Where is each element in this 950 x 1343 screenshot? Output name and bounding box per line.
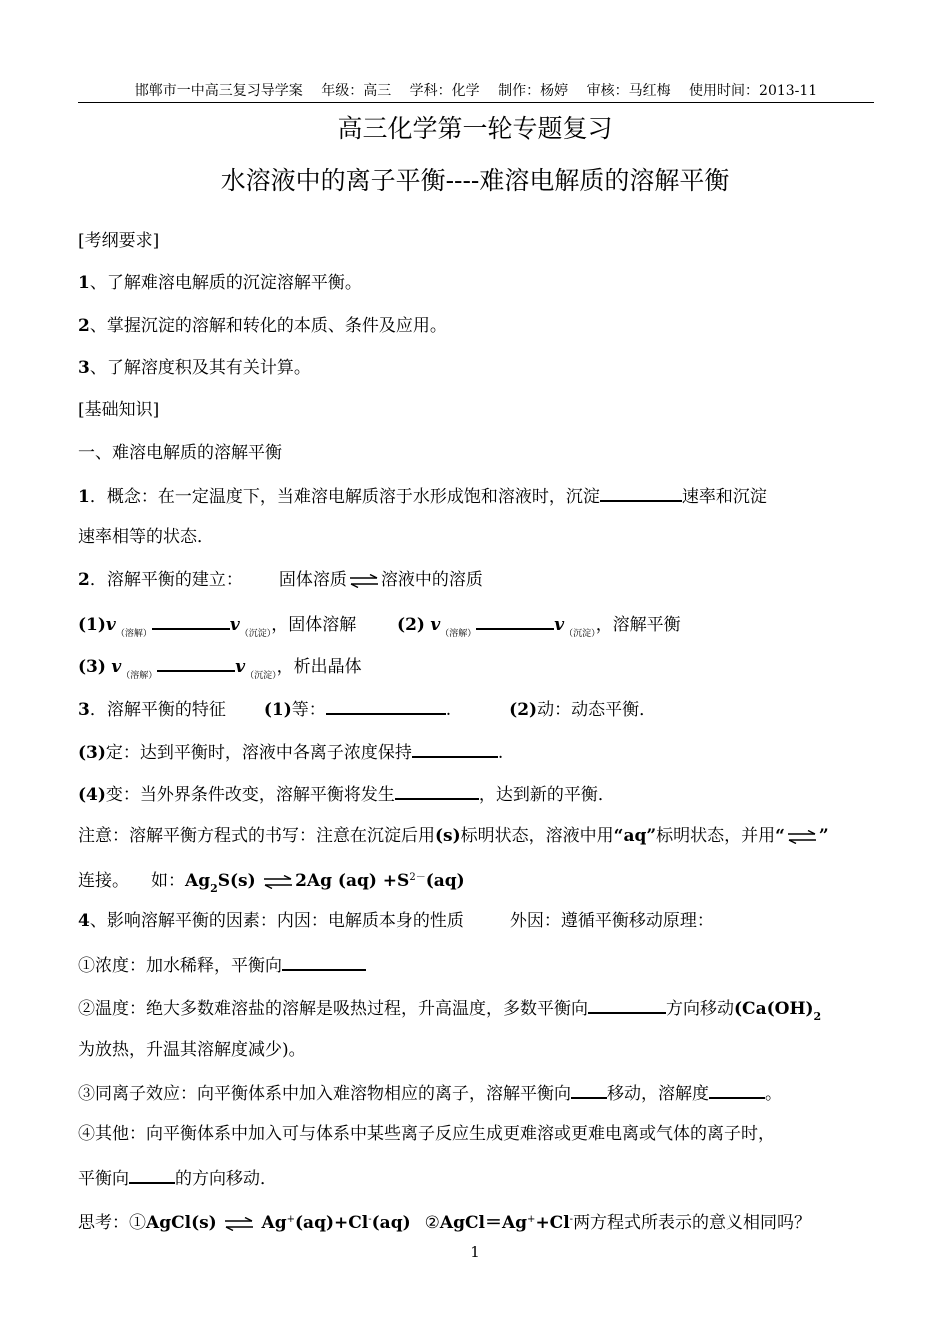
item-number: 3 (78, 358, 90, 378)
superscript: + (527, 1214, 536, 1225)
note-example-line (78, 865, 465, 902)
item-text: 、了解溶度积及其有关计算。 (89, 358, 311, 378)
factors-text: 、影响溶解平衡的因素：内因：电解质本身的性质 (89, 911, 464, 931)
answer-blank[interactable] (326, 695, 446, 715)
think-text: ② (424, 1213, 440, 1233)
subscript: 2 (210, 882, 218, 895)
case-text: 等： (291, 700, 326, 720)
superscript: + (286, 1214, 296, 1225)
quote-open: “ (775, 826, 785, 846)
punctuation: . (497, 743, 504, 763)
factor-temperature-2: 为放热，升温其溶解度减少)。 (78, 1040, 306, 1060)
concept-text-2: 速率和沉淀 (681, 487, 767, 507)
equilibrium-arrow-icon (263, 875, 293, 889)
subscript: （溶解） (115, 629, 152, 639)
formula: (Ca(OH) (734, 999, 814, 1019)
v-symbol: v (105, 615, 116, 635)
think-question (78, 1207, 811, 1236)
case-text: ，溶解平衡 (595, 615, 681, 635)
note-text: 连接。 (78, 871, 129, 891)
punctuation: 。 (765, 1084, 782, 1104)
answer-blank[interactable] (709, 1079, 765, 1099)
factor-text: 移动，溶解度 (607, 1084, 709, 1104)
equilibrium-arrow-icon (787, 830, 817, 844)
item-number: 2 (78, 570, 90, 590)
case-label: (3) (78, 743, 106, 763)
answer-blank[interactable] (588, 994, 666, 1014)
factors-text: 外因：遵循平衡移动原理： (509, 911, 714, 931)
outline-item-1 (78, 270, 362, 296)
header-author: 制作：杨婷 (498, 83, 569, 99)
subscript: （沉淀） (245, 671, 277, 681)
solid-solute: 固体溶质 (278, 570, 347, 590)
section-heading: 一、难溶电解质的溶解平衡 (78, 443, 282, 463)
v-symbol: v (554, 615, 565, 635)
answer-blank[interactable] (282, 951, 366, 971)
factor-concentration (78, 951, 366, 979)
item-number: 4 (78, 911, 90, 931)
subscript: 2 (813, 1010, 822, 1023)
header-school: 邯郸市一中高三复习导学案 (134, 83, 303, 99)
answer-blank[interactable] (157, 652, 235, 672)
state-label: (s) (435, 826, 461, 846)
solution-solute: 溶液中的溶质 (380, 570, 483, 590)
case-label: (2) (397, 615, 425, 635)
factor-text: 方向移动 (666, 999, 734, 1019)
superscript: 2－ (409, 872, 426, 883)
subscript: （沉淀） (564, 629, 596, 639)
superscript: - (569, 1214, 574, 1225)
factor-text: 平衡向 (78, 1169, 129, 1189)
equilibrium-arrow-icon (224, 1217, 254, 1231)
item-number: 2 (78, 316, 90, 336)
formula: Ag (185, 871, 211, 891)
answer-blank[interactable] (476, 610, 554, 630)
factor-temperature (78, 994, 821, 1030)
header-subject: 学科：化学 (409, 83, 480, 99)
case-text: ，固体溶解 (271, 615, 357, 635)
case-label: (4) (78, 785, 106, 805)
formula: (aq)+Cl (295, 1213, 369, 1233)
formula: S(s) (217, 871, 256, 891)
answer-blank[interactable] (571, 1079, 607, 1099)
answer-blank[interactable] (129, 1164, 175, 1184)
item-text: 、掌握沉淀的溶解和转化的本质、条件及应用。 (89, 316, 447, 336)
factor-text: ③同离子效应：向平衡体系中加入难溶物相应的离子，溶解平衡向 (78, 1084, 571, 1104)
page-header (78, 80, 874, 103)
answer-blank[interactable] (395, 780, 479, 800)
case-label: (1) (263, 700, 292, 720)
rate-line-3 (78, 652, 362, 689)
establish-line (78, 567, 483, 593)
page-number: 1 (470, 1243, 480, 1261)
outline-item-2 (78, 313, 447, 339)
note-text: 标明状态，并用 (656, 826, 776, 846)
factor-common-ion (78, 1079, 782, 1107)
concept-line-2: 速率相等的状态． (78, 527, 214, 547)
answer-blank[interactable] (152, 610, 230, 630)
case-label: (1) (78, 615, 106, 635)
factor-other: ④其他：向平衡体系中加入可与体系中某些离子反应生成更难溶或更难电离或气体的离子时， (78, 1124, 775, 1144)
formula: Ag (261, 1213, 287, 1233)
factor-other-2 (78, 1164, 277, 1192)
case-label: (3) (78, 657, 106, 677)
header-reviewer: 审核：马红梅 (586, 83, 671, 99)
features-line (78, 695, 656, 723)
concept-line (78, 482, 767, 510)
formula: (aq) (371, 1213, 411, 1233)
factor-text: ①浓度：加水稀释，平衡向 (78, 956, 282, 976)
punctuation: . (445, 700, 452, 720)
case-text: 定：达到平衡时，溶液中各离子浓度保持 (105, 743, 412, 763)
state-label: “aq” (613, 826, 657, 846)
quote-close: ” (818, 826, 829, 846)
page-subtitle: 水溶液中的离子平衡----难溶电解质的溶解平衡 (220, 166, 730, 195)
item-number: 3 (78, 700, 90, 720)
formula: 2Ag (aq) +S (295, 871, 410, 891)
features-line-4 (78, 780, 615, 808)
think-text: 思考：① (78, 1213, 146, 1233)
case-label: (2) (509, 700, 538, 720)
note-text: 注意：溶解平衡方程式的书写：注意在沉淀后用 (78, 826, 435, 846)
v-symbol: v (229, 615, 240, 635)
answer-blank[interactable] (412, 738, 498, 758)
item-number: 1 (78, 273, 90, 293)
outline-heading: [考纲要求] (78, 231, 160, 251)
case-text: ，达到新的平衡． (478, 785, 615, 805)
item-text: 、了解难溶电解质的沉淀溶解平衡。 (89, 273, 362, 293)
factors-line (78, 908, 714, 934)
formula: AgCl＝Ag (439, 1213, 528, 1233)
features-line-3 (78, 738, 503, 766)
subscript: （沉淀） (239, 629, 272, 639)
factor-text: 的方向移动． (175, 1169, 277, 1189)
subscript: （溶解） (440, 629, 477, 639)
v-symbol: v (235, 657, 246, 677)
concept-text: ．概念：在一定温度下，当难溶电解质溶于水形成饱和溶液时，沉淀 (89, 487, 600, 507)
note-line (78, 823, 829, 849)
formula: AgCl(s) (146, 1213, 217, 1233)
formula: +Cl (535, 1213, 570, 1233)
case-text: 动：动态平衡． (537, 700, 657, 720)
rate-line-1 (78, 610, 681, 647)
basics-heading: [基础知识] (78, 400, 160, 420)
v-symbol: v (430, 615, 441, 635)
features-label: ．溶解平衡的特征 (89, 700, 226, 720)
header-grade: 年级：高三 (321, 83, 392, 99)
page-title: 高三化学第一轮专题复习 (337, 114, 613, 143)
establish-label: ．溶解平衡的建立： (89, 570, 243, 590)
note-text: 标明状态，溶液中用 (460, 826, 614, 846)
factor-text: ②温度：绝大多数难溶盐的溶解是吸热过程，升高温度，多数平衡向 (78, 999, 588, 1019)
header-date: 使用时间：2013-11 (689, 83, 818, 99)
item-number: 1 (78, 487, 90, 507)
note-text: 如： (151, 871, 185, 891)
equilibrium-arrow-icon (349, 574, 379, 588)
think-text: 两方程式所表示的意义相同吗？ (573, 1213, 812, 1233)
case-text: 变：当外界条件改变，溶解平衡将发生 (105, 785, 395, 805)
v-symbol: v (111, 657, 122, 677)
case-text: ，析出晶体 (276, 657, 362, 677)
outline-item-3 (78, 355, 311, 381)
answer-blank[interactable] (600, 482, 682, 502)
formula: (aq) (425, 871, 465, 891)
subscript: （溶解） (121, 671, 158, 681)
superscript: - (368, 1214, 372, 1225)
